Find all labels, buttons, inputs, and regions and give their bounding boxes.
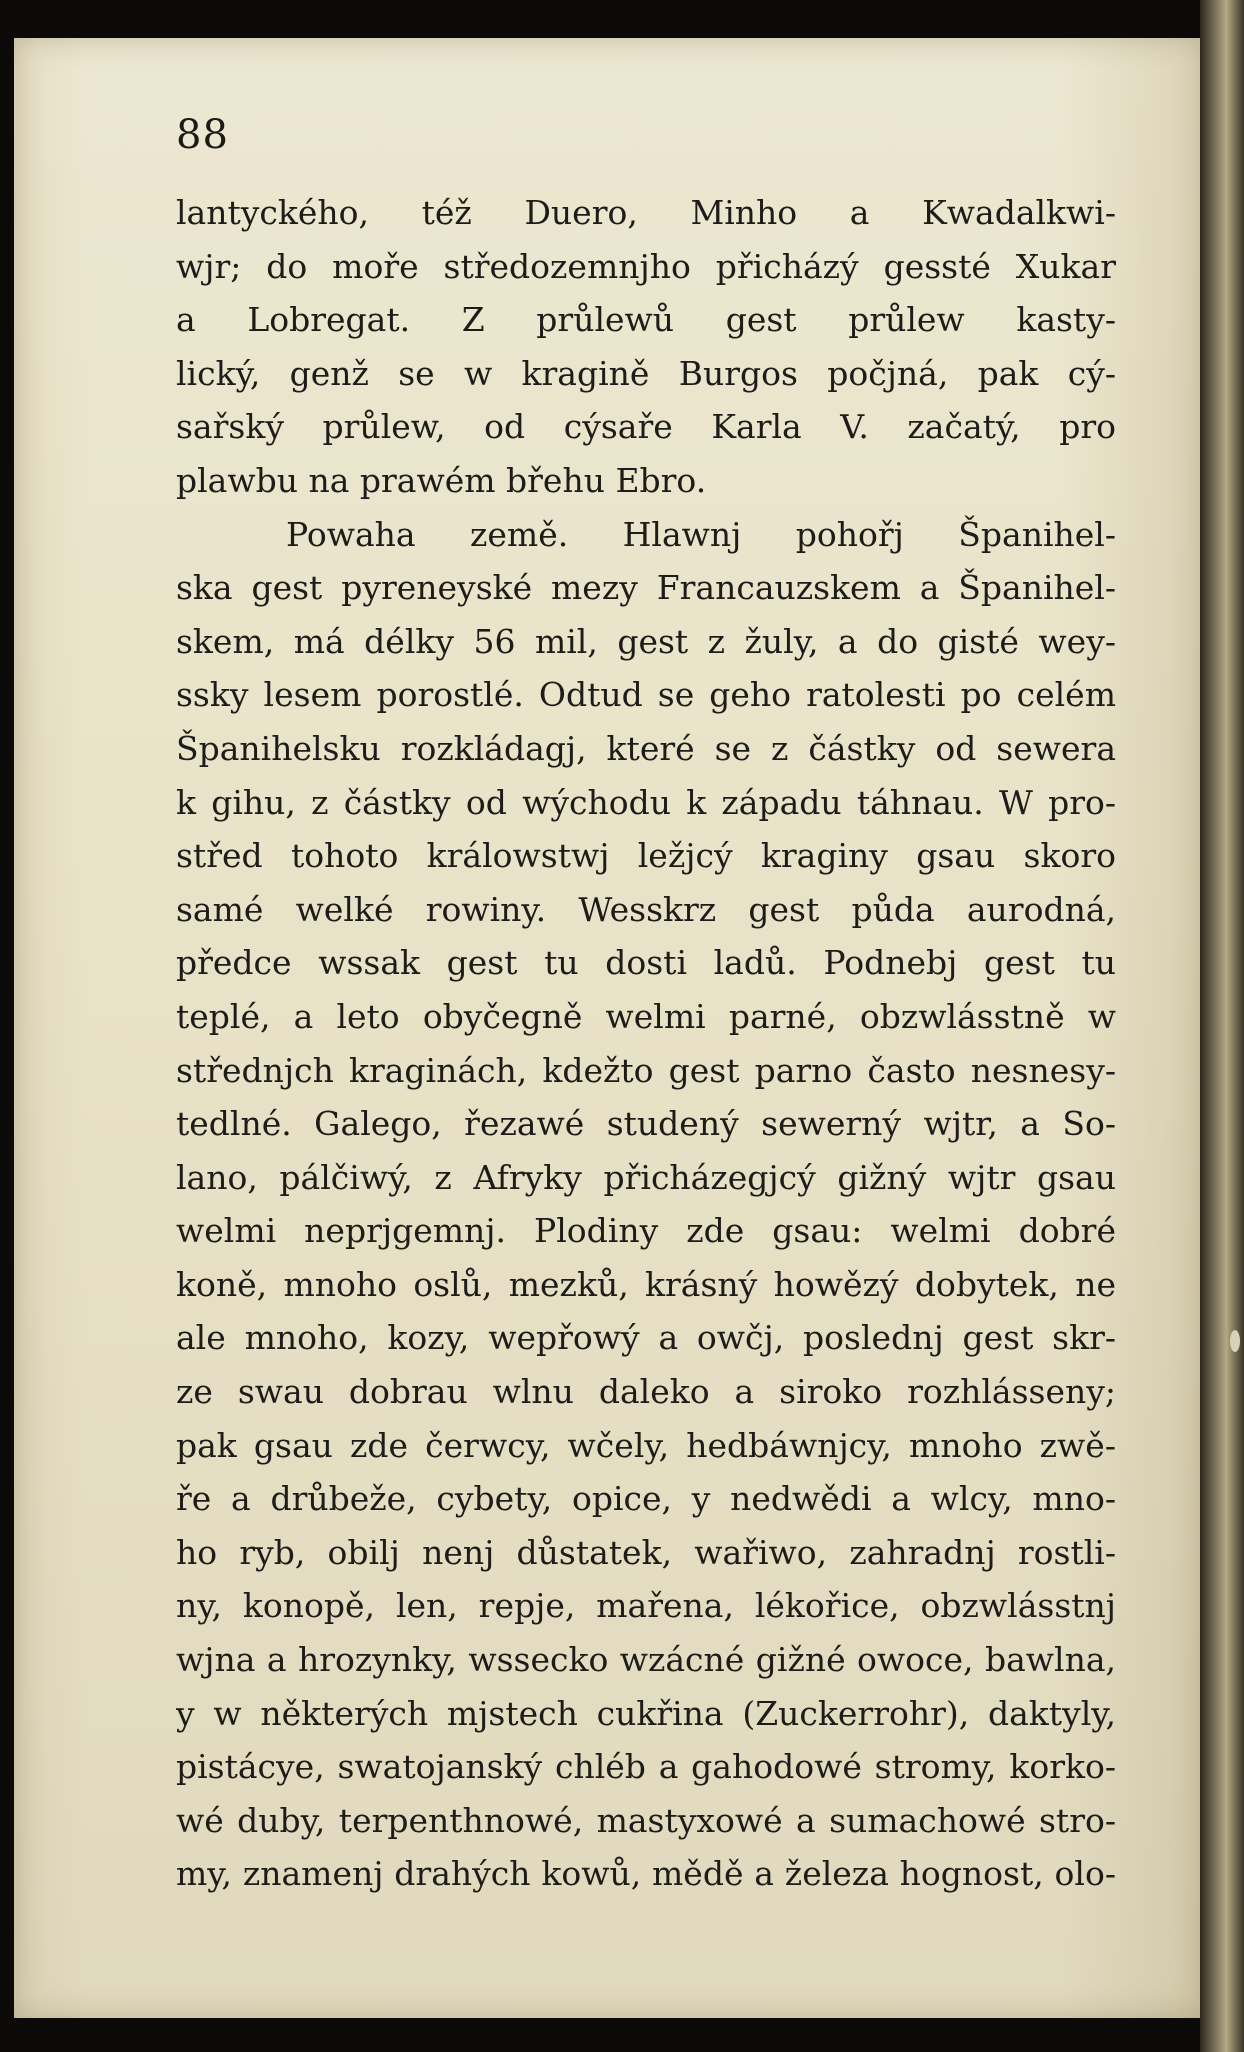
- page-edge-shadow: [1200, 0, 1244, 2052]
- text-line: samé welké rowiny. Wesskrz gest půda aurodná,: [176, 889, 1116, 929]
- text-line: ře a drůbeže, cybety, opice, y nedwědi a wlcy, mno-: [176, 1479, 1116, 1519]
- text-line: wjna a hrozynky, wssecko wzácné gižné owoce, bawlna,: [176, 1640, 1116, 1680]
- text-line: střednjch kraginách, kdežto gest parno často nesnesy-: [176, 1050, 1116, 1090]
- body-text: [176, 186, 1116, 1901]
- text-line: ny, konopě, len, repje, mařena, lékořice, obzwlásstnj: [176, 1586, 1116, 1626]
- text-line: sařský průlew, od cýsaře Karla V. začatý, pro: [176, 407, 1116, 447]
- paragraph-start-line: Powaha země. Hlawnj pohořj Španihel-: [286, 514, 1116, 554]
- text-line: skem, má délky 56 mil, gest z žuly, a do gisté wey-: [176, 621, 1116, 661]
- text-line: plawbu na prawém břehu Ebro.: [176, 460, 707, 500]
- text-line: wé duby, terpenthnowé, mastyxowé a sumachowé stro-: [176, 1800, 1116, 1840]
- text-line: lantyckého, též Duero, Minho a Kwadalkwi-: [176, 193, 1116, 232]
- text-line: lický, genž se w kragině Burgos počjná, pak cý-: [176, 353, 1116, 393]
- page-number: 88: [176, 112, 229, 158]
- text-line: pistácye, swatojanský chléb a gahodowé stromy, korko-: [176, 1747, 1116, 1787]
- text-line: tedlné. Galego, řezawé studený sewerný wjtr, a So-: [176, 1104, 1116, 1144]
- text-line: y w některých mjstech cukřina (Zuckerrohr), daktyly,: [176, 1693, 1116, 1733]
- text-line: teplé, a leto obyčegně welmi parné, obzwlásstně w: [176, 996, 1116, 1036]
- text-line: ssky lesem porostlé. Odtud se geho ratolesti po celém: [176, 675, 1116, 715]
- text-line: ho ryb, obilj nenj důstatek, wařiwo, zahradnj rostli-: [176, 1532, 1116, 1572]
- text-line: ze swau dobrau wlnu daleko a siroko rozhlásseny;: [176, 1372, 1116, 1412]
- text-line: wjr; do moře středozemnjho přicházý gessté Xukar: [176, 246, 1116, 286]
- text-line: welmi neprjgemnj. Plodiny zde gsau: welmi dobré: [176, 1211, 1116, 1251]
- text-line: ska gest pyreneyské mezy Francauzskem a Španihel-: [176, 568, 1116, 608]
- text-line: lano, pálčiwý, z Afryky přicházegjcý gižný wjtr gsau: [176, 1157, 1116, 1197]
- text-line: střed tohoto králowstwj ležjcý kraginy gsau skoro: [176, 836, 1116, 876]
- text-line: k gihu, z částky od wýchodu k západu táhnau. W pro-: [176, 782, 1116, 822]
- text-line: a Lobregat. Z průlewů gest průlew kasty-: [176, 300, 1116, 340]
- text-line: předce wssak gest tu dosti ladů. Podnebj gest tu: [176, 943, 1116, 983]
- text-line: Španihelsku rozkládagj, které se z částky od sewera: [176, 728, 1116, 768]
- text-line: koně, mnoho oslů, mezků, krásný howězý dobytek, ne: [176, 1264, 1116, 1304]
- text-line: pak gsau zde čerwcy, wčely, hedbáwnjcy, mnoho zwě-: [176, 1425, 1116, 1465]
- text-line: my, znamenj drahých kowů, mědě a železa hognost, olo-: [176, 1854, 1116, 1894]
- paper-blemish: [1230, 1330, 1240, 1352]
- text-line: ale mnoho, kozy, wepřowý a owčj, poslednj gest skr-: [176, 1318, 1116, 1358]
